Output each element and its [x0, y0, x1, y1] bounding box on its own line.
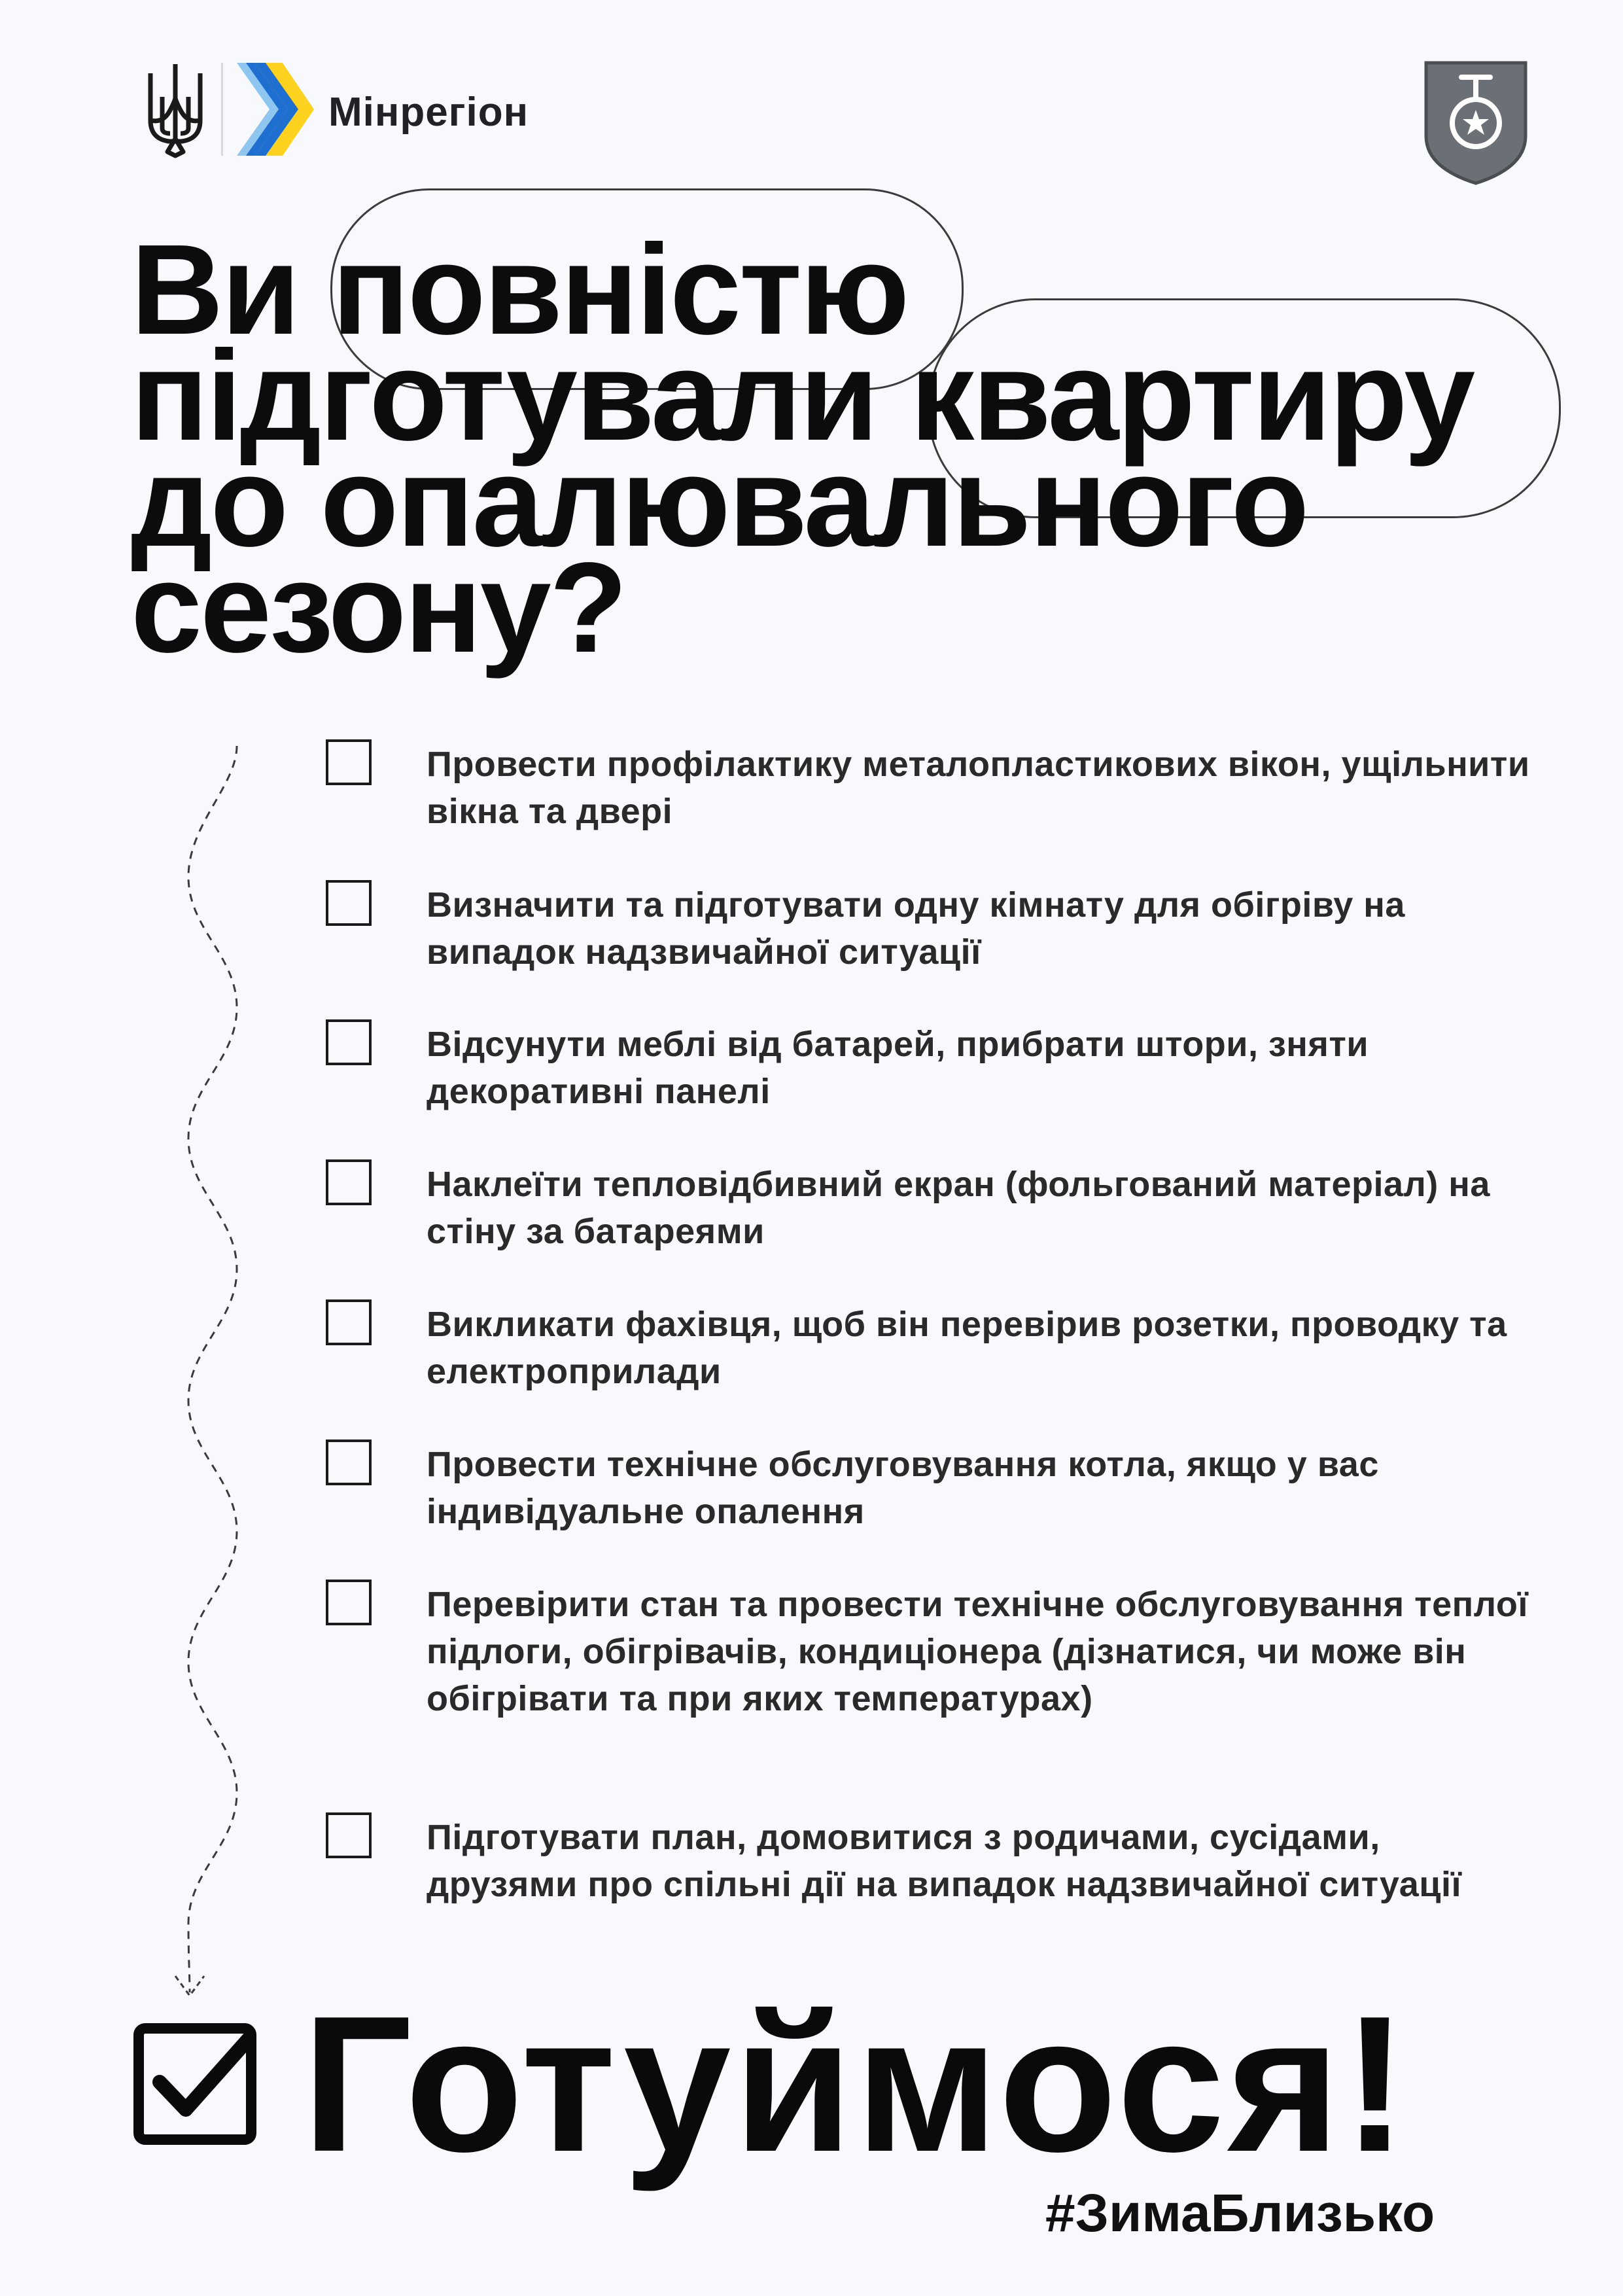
checkbox[interactable]	[326, 1299, 372, 1345]
brand-name: Мінрегіон	[328, 90, 529, 135]
title-line: Ви повністю	[131, 218, 908, 361]
checklist-item-text: Провести профілактику металопластикових вікон, ущільнити вікна та двері	[427, 745, 1530, 831]
header-divider	[221, 63, 223, 156]
checklist-item-text: Підготувати план, домовитися з родичами, сусідами, друзями про спільні дії на випадок надзвичайної ситуації	[427, 1818, 1462, 1904]
checked-box-icon	[133, 2023, 256, 2145]
checkbox[interactable]	[326, 880, 372, 926]
checklist-item-text: Перевірити стан та провести технічне обслуговування теплої підлоги, обігрівачів, кондиціонера (дізнатися, чи може він обігрівати та при яких температурах)	[427, 1585, 1529, 1718]
checklist-item-text: Викликати фахівця, щоб він перевірив розетки, проводку та електроприлади	[427, 1305, 1507, 1391]
checklist-item-text: Провести технічне обслуговування котла, якщо у вас індивідуальне опалення	[427, 1445, 1379, 1531]
checkbox[interactable]	[326, 1812, 372, 1858]
hashtag: #ЗимаБлизько	[1045, 2183, 1435, 2243]
title-line: до опалювального	[131, 430, 1308, 573]
checkbox[interactable]	[326, 1019, 372, 1065]
checklist-item-text: Визначити та підготувати одну кімнату для обігріву на випадок надзвичайної ситуації	[427, 885, 1405, 972]
title-line: підготували квартиру	[131, 324, 1474, 467]
checkbox[interactable]	[326, 739, 372, 785]
checkbox[interactable]	[326, 1439, 372, 1485]
checkbox[interactable]	[326, 1159, 372, 1205]
minregion-logo-icon	[237, 63, 314, 156]
checklist-item-text: Відсунути меблі від батарей, прибрати штори, зняти декоративні панелі	[427, 1025, 1369, 1111]
title-line: сезону?	[131, 536, 626, 679]
slogan: Готуймося!	[302, 1975, 1410, 2192]
dashed-arrow-path-icon	[164, 746, 255, 2002]
city-crest-icon	[1421, 58, 1531, 186]
checkbox[interactable]	[326, 1580, 372, 1625]
trident-emblem-icon	[144, 60, 207, 158]
page-title	[131, 218, 1474, 679]
checklist-item-text: Наклеїти тепловідбивний екран (фольгований матеріал) на стіну за батареями	[427, 1165, 1490, 1251]
